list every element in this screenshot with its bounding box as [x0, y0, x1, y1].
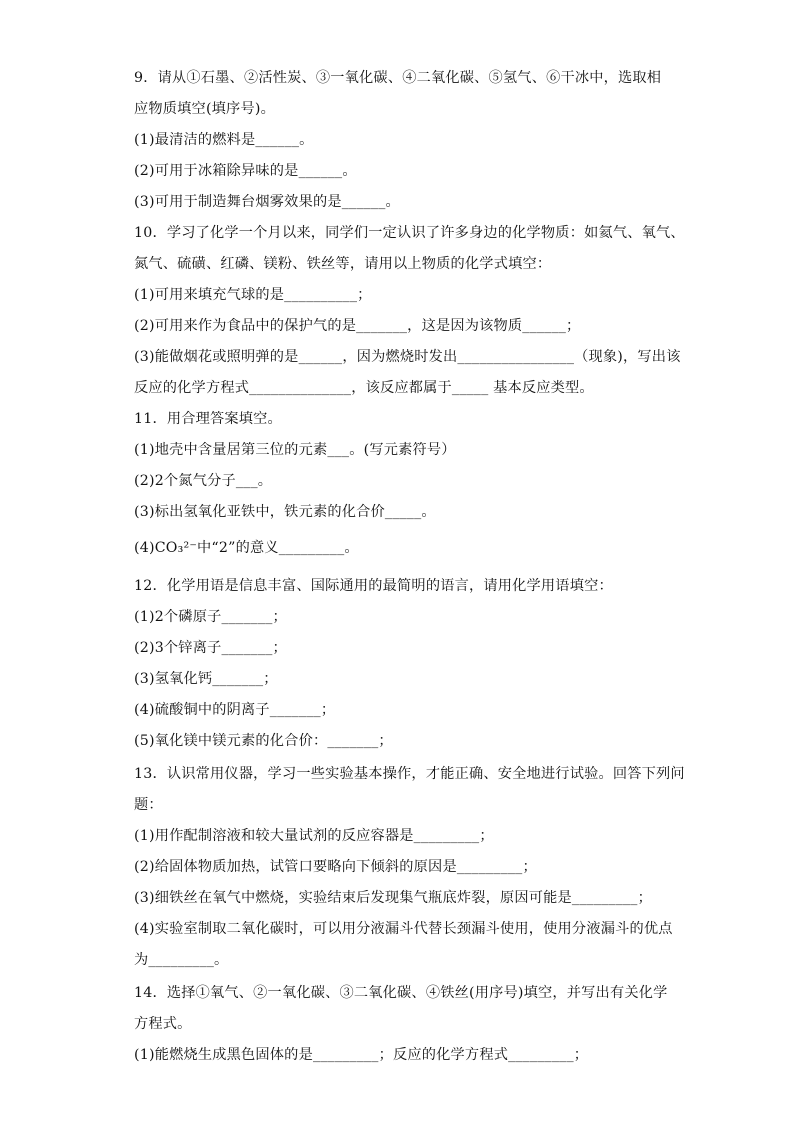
q9-sub-3: (3)可用于制造舞台烟雾效果的是______。 — [134, 194, 400, 210]
q12-line-1: 12．化学用语是信息丰富、国际通用的最简明的语言，请用化学用语填空： — [134, 578, 613, 594]
q11-sub-1: (1)地壳中含量居第三位的元素___。(写元素符号） — [134, 442, 456, 458]
q12-sub-2: (2)3个锌离子_______； — [134, 640, 287, 656]
q11-sub-3: (3)标出氢氧化亚铁中，铁元素的化合价_____。 — [134, 504, 436, 520]
q11-sub-2: (2)2个氮气分子___。 — [134, 473, 273, 489]
q14-line-2: 方程式。 — [134, 1016, 192, 1032]
q14-line-1: 14．选择①氧气、②一氧化碳、③二氧化碳、④铁丝(用序号)填空，并写出有关化学 — [134, 985, 668, 1001]
q10-line-2: 氮气、硫磺、红磷、镁粉、铁丝等，请用以上物质的化学式填空： — [134, 256, 552, 272]
q13-line-1: 13．认识常用仪器，学习一些实验基本操作，才能正确、安全地进行试验。回答下列问 — [134, 766, 685, 782]
q13-sub-4-cont: 为_________。 — [134, 952, 229, 968]
q13-sub-4: (4)实验室制取二氧化碳时，可以用分液漏斗代替长颈漏斗使用，使用分液漏斗的优点 — [134, 921, 673, 937]
q14-sub-1: (1)能燃烧生成黑色固体的是_________；反应的化学方程式_________； — [134, 1047, 589, 1063]
q9-sub-1: (1)最清洁的燃料是______。 — [134, 132, 314, 148]
q12-sub-5: (5)氧化镁中镁元素的化合价：_______； — [134, 733, 393, 749]
q10-line-1: 10．学习了化学一个月以来，同学们一定认识了许多身边的化学物质：如氦气、氧气、 — [134, 225, 685, 241]
q10-sub-3: (3)能做烟花或照明弹的是______，因为燃烧时发出________________（现象)，写出该 — [134, 349, 681, 365]
q12-sub-1: (1)2个磷原子_______； — [134, 609, 287, 625]
q13-sub-2: (2)给固体物质加热，试管口要略向下倾斜的原因是_________； — [134, 859, 537, 875]
q10-sub-3-cont: 反应的化学方程式______________，该反应都属于_____ 基本反应类型。 — [134, 380, 594, 396]
q11-sub-4: (4)CO₃²⁻中“2”的意义_________。 — [134, 540, 359, 556]
q10-sub-2: (2)可用来作为食品中的保护气的是_______，这是因为该物质______； — [134, 318, 581, 334]
q9-sub-2: (2)可用于冰箱除异味的是______。 — [134, 163, 357, 179]
q9-line-1: 9．请从①石墨、②活性炭、③一氧化碳、④二氧化碳、⑤氢气、⑥干冰中，选取相 — [134, 70, 662, 86]
q10-sub-1: (1)可用来填充气球的是__________； — [134, 287, 372, 303]
q11-line-1: 11．用合理答案填空。 — [134, 411, 282, 427]
q12-sub-3: (3)氢氧化钙_______； — [134, 671, 278, 687]
q12-sub-4: (4)硫酸铜中的阴离子_______； — [134, 702, 336, 718]
q13-sub-1: (1)用作配制溶液和较大量试剂的反应容器是_________； — [134, 828, 494, 844]
q13-sub-3: (3)细铁丝在氧气中燃烧，实验结束后发现集气瓶底炸裂，原因可能是_________； — [134, 890, 652, 906]
q9-line-2: 应物质填空(填序号)。 — [134, 101, 275, 117]
q13-line-2: 题： — [134, 797, 163, 813]
